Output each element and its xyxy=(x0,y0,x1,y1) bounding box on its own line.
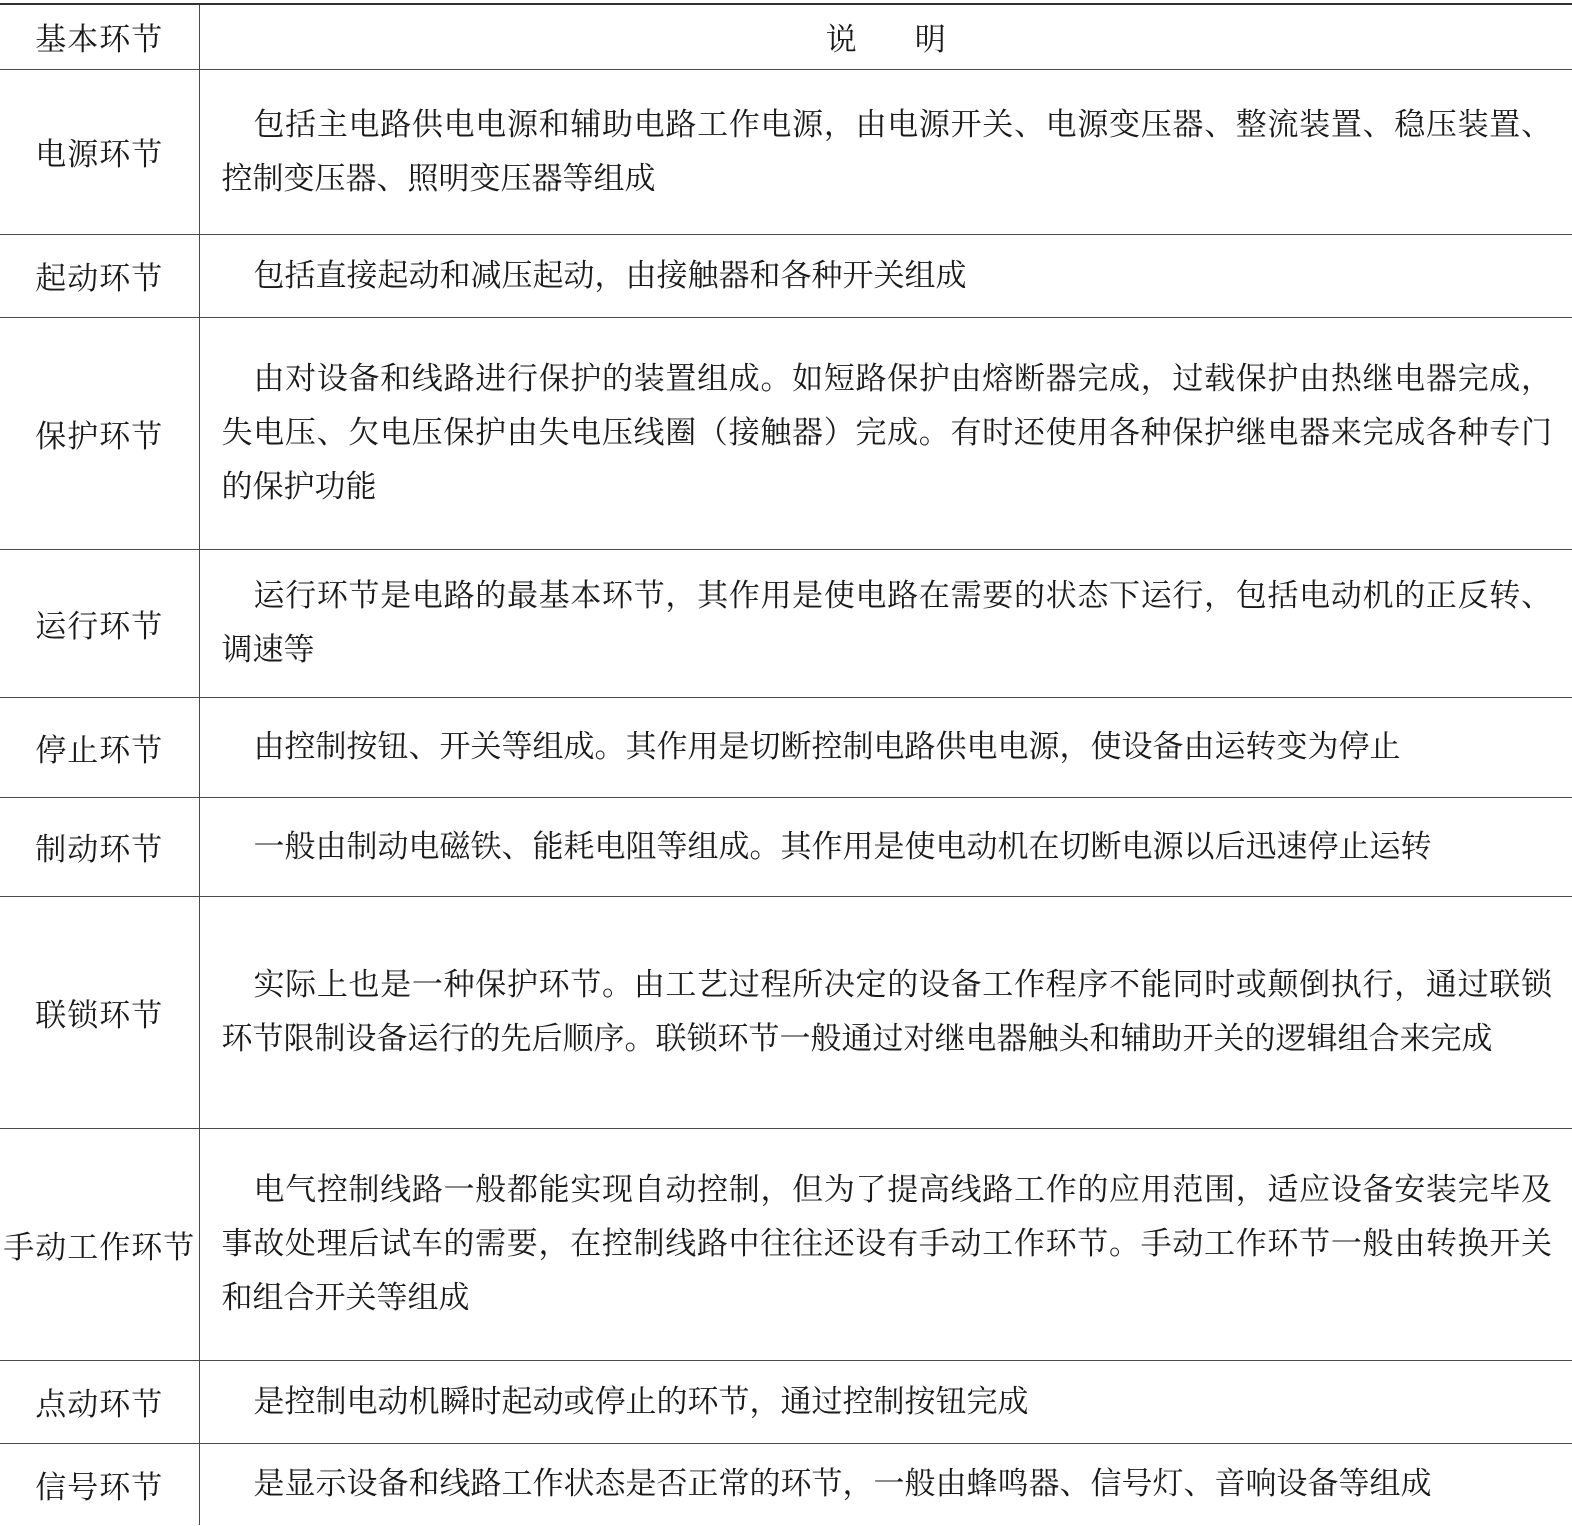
table-row xyxy=(0,1128,1572,1360)
header-stage-name: 基本环节 xyxy=(0,4,199,69)
circuit-stages-table xyxy=(0,3,1572,1525)
stage-description: 由控制按钮、开关等组成。其作用是切断控制电路供电电源，使设备由运转变为停止 xyxy=(199,697,1572,797)
stage-name: 电源环节 xyxy=(0,69,199,234)
table-row xyxy=(0,1443,1572,1525)
stage-name: 信号环节 xyxy=(0,1443,199,1525)
header-description xyxy=(199,4,1572,69)
stage-description: 包括直接起动和减压起动，由接触器和各种开关组成 xyxy=(199,234,1572,317)
table-row xyxy=(0,549,1572,697)
stage-description: 由对设备和线路进行保护的装置组成。如短路保护由熔断器完成，过载保护由热继电器完成，失电压、欠电压保护由失电压线圈（接触器）完成。有时还使用各种保护继电器来完成各种专门的保护功能 xyxy=(199,317,1572,549)
table-row xyxy=(0,797,1572,896)
stage-name: 起动环节 xyxy=(0,234,199,317)
stage-description: 实际上也是一种保护环节。由工艺过程所决定的设备工作程序不能同时或颠倒执行，通过联锁环节限制设备运行的先后顺序。联锁环节一般通过对继电器触头和辅助开关的逻辑组合来完成 xyxy=(199,896,1572,1128)
stage-description: 运行环节是电路的最基本环节，其作用是使电路在需要的状态下运行，包括电动机的正反转、调速等 xyxy=(199,549,1572,697)
table-row xyxy=(0,1360,1572,1443)
stage-name: 制动环节 xyxy=(0,797,199,896)
stage-name: 手动工作环节 xyxy=(0,1128,199,1360)
table-row xyxy=(0,896,1572,1128)
table-header-row xyxy=(0,4,1572,69)
table-row xyxy=(0,69,1572,234)
stage-name: 保护环节 xyxy=(0,317,199,549)
stage-name: 联锁环节 xyxy=(0,896,199,1128)
stage-description: 是显示设备和线路工作状态是否正常的环节，一般由蜂鸣器、信号灯、音响设备等组成 xyxy=(199,1443,1572,1525)
stage-description: 是控制电动机瞬时起动或停止的环节，通过控制按钮完成 xyxy=(199,1360,1572,1443)
stage-description: 电气控制线路一般都能实现自动控制，但为了提高线路工作的应用范围，适应设备安装完毕及事故处理后试车的需要，在控制线路中往往还设有手动工作环节。手动工作环节一般由转换开关和组合开关等组成 xyxy=(199,1128,1572,1360)
stage-name: 点动环节 xyxy=(0,1360,199,1443)
stage-name: 停止环节 xyxy=(0,697,199,797)
header-description-label: 说明 xyxy=(825,22,1004,59)
stage-description: 一般由制动电磁铁、能耗电阻等组成。其作用是使电动机在切断电源以后迅速停止运转 xyxy=(199,797,1572,896)
table-row xyxy=(0,697,1572,797)
stage-description: 包括主电路供电电源和辅助电路工作电源，由电源开关、电源变压器、整流装置、稳压装置、控制变压器、照明变压器等组成 xyxy=(199,69,1572,234)
stage-name: 运行环节 xyxy=(0,549,199,697)
table-row xyxy=(0,234,1572,317)
table-row xyxy=(0,317,1572,549)
